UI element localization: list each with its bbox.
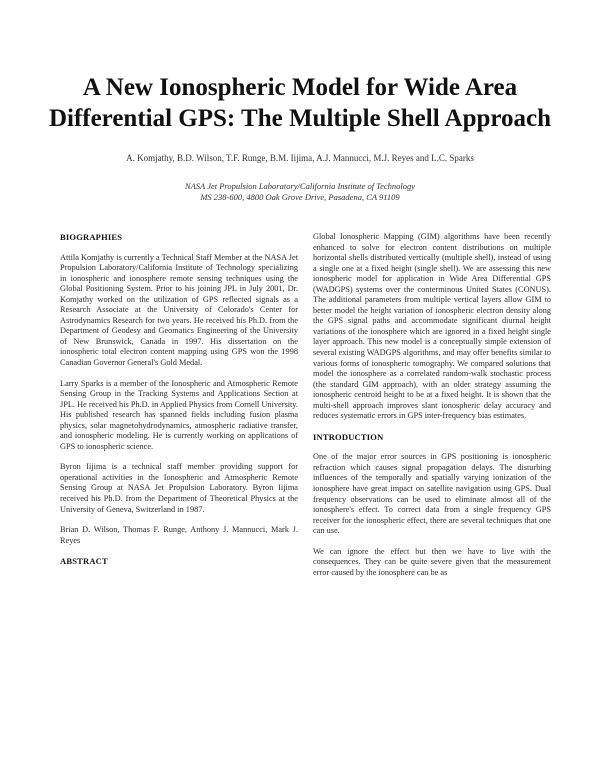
bio-sparks: Larry Sparks is a member of the Ionospheric and Atmospheric Remote Sensing Group in the Tracking Systems and Applications Section at JPL. He received his Ph.D. in Applied Physics from Cornell University. His published research has spanned fields including fusion plasma physics, solar magnetohydrodynamics, atmospheric radiative transfer, and ionospheric modeling. He is currently working on applications of GPS to ionospheric science.	[60, 378, 298, 451]
affiliation-line-2: MS 238-600, 4800 Oak Grove Drive, Pasadena, CA 91109	[200, 192, 400, 202]
affiliation	[40, 181, 560, 203]
title-line-2: Differential GPS: The Multiple Shell Approach	[48, 105, 552, 132]
right-column	[313, 232, 551, 588]
paper-title	[40, 72, 560, 134]
intro-paragraph-2: We can ignore the effect but then we have to live with the consequences. They can be quite severe given that the measurement error caused by the ionosphere can be as	[313, 546, 551, 577]
title-line-1: A New Ionospheric Model for Wide Area	[82, 74, 518, 101]
heading-abstract: ABSTRACT	[60, 556, 108, 567]
heading-introduction: INTRODUCTION	[313, 431, 384, 442]
bio-komjathy: Attila Komjathy is currently a Technical Staff Member at the NASA Jet Propulsion Laboratory/California Institute of Technology specializing in ionospheric and ionosphere remote sensing techniques using the Global Positioning System. Prior to his joining JPL in July 2001, Dr. Komjathy worked on the utilization of GPS reflected signals as a Research Associate at the University of Colorado's Center for Astrodynamics Research for two years. He received his Ph.D. from the Department of Geodesy and Geomatics Engineering of the University of New Brunswick, Canada in 1997. His dissertation on the ionospheric total electron content mapping using GPS won the 1998 Canadian Governor General's Gold Medal.	[60, 252, 298, 368]
abstract-text: Global Ionospheric Mapping (GIM) algorithms have been recently enhanced to solve for electron content distributions on multiple horizontal shells distributed vertically (multiple shell), instead of using a single one at a fixed height (single shell). We are assessing this new ionospheric model for application in Wide Area Differential GPS (WADGPS) systems over the conterminous United States (CONUS). The additional parameters from multiple vertical layers allow GIM to better model the height variation of ionospheric electron density along the GPS signal paths and accommodate significant diurnal height variations of the ionosphere which are ignored in a fixed height single layer approach. This new model is a conceptually simple extension of several existing WADGPS algorithms, and may offer benefits similar to various forms of ionospheric tomography. We compared solutions that model the ionosphere as a correlated random-walk stochastic process (the standard GIM approach), with an older strategy assuming the ionospheric centroid height to be at a fixed height. It is shown that the multi-shell approach improves slant ionospheric delay accuracy and reduces systematic errors in GPS inter-frequency bias estimates.	[313, 232, 551, 421]
intro-paragraph-1: One of the major error sources in GPS positioning is ionospheric refraction which causes signal propagation delays. The disturbing influences of the temporally and spatially varying ionization of the ionosphere have great impact on satellite navigation using GPS. Dual frequency observations can be used to eliminate almost all of the ionosphere's effect. To correct data from a single frequency GPS receiver for the ionospheric effect, there are several techniques that one can use.	[313, 452, 551, 536]
left-column	[60, 232, 298, 577]
affiliation-line-1: NASA Jet Propulsion Laboratory/California Institute of Technology	[184, 181, 416, 191]
author-list: A. Komjathy, B.D. Wilson, T.F. Runge, B.M. Iijima, A.J. Mannucci, M.J. Reyes and L.C. Sparks	[126, 153, 474, 163]
bio-others: Brian D. Wilson, Thomas F. Runge, Anthony J. Mannucci, Mark J. Reyes	[60, 525, 298, 545]
bio-iijima: Byron Iijima is a technical staff member providing support for operational activities in the Ionospheric and Atmospheric Remote Sensing Group at NASA Jet Propulsion Laboratory. Byron Iijima received his Ph.D. from the Department of Theoretical Physics at the University of Geneva, Switzerland in 1987.	[60, 462, 298, 514]
heading-biographies: BIOGRAPHIES	[60, 232, 123, 242]
